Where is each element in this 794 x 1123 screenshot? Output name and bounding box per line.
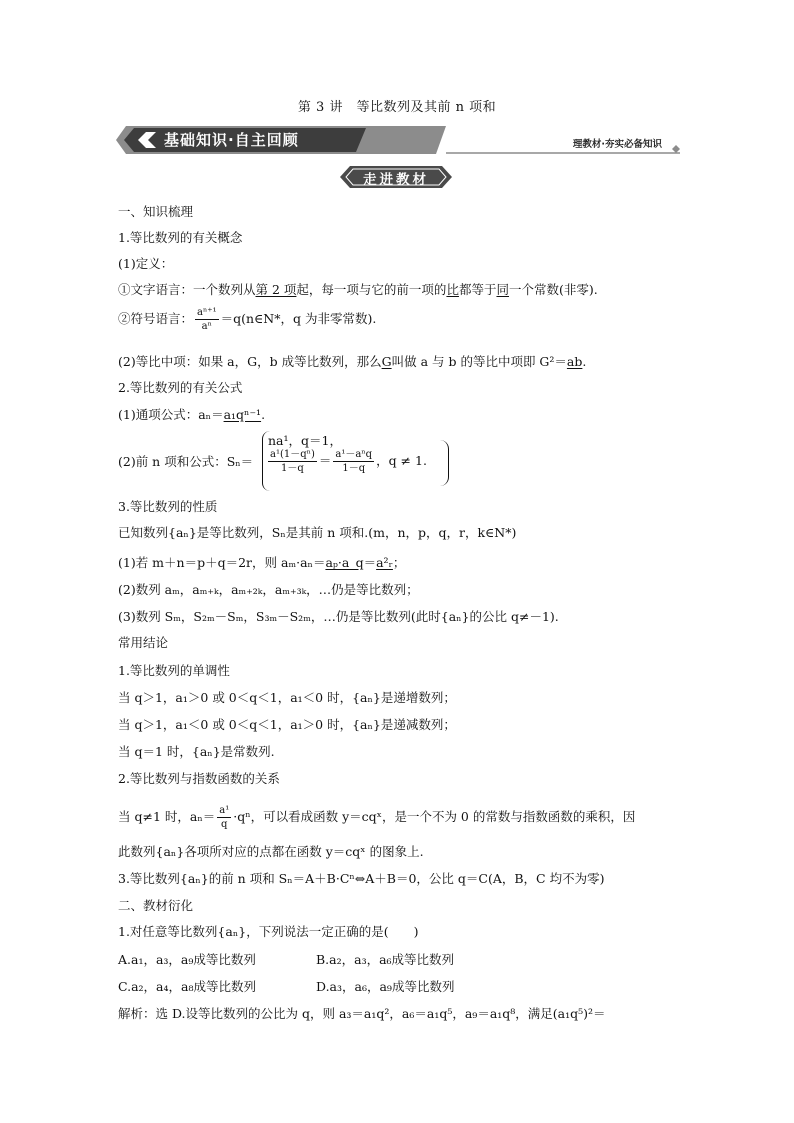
blank-general-term: a₁qⁿ⁻¹	[223, 407, 262, 422]
monotonicity-decreasing: 当 q＞1，a₁＜0 或 0＜q＜1，a₁＞0 时，{aₙ}是递减数列；	[118, 717, 456, 732]
right-paren	[440, 440, 449, 486]
option-a: A.a₁，a₃，a₉成等比数列	[118, 952, 256, 967]
option-c: C.a₂，a₄，a₈成等比数列	[118, 979, 256, 994]
lecture-title: 第 3 讲 等比数列及其前 n 项和	[297, 100, 497, 115]
geometric-mean: (2)等比中项：如果 a，G，b 成等比数列，那么G叫做 a 与 b 的等比中项即 G²＝ab.	[118, 354, 587, 369]
common-conclusions-heading: 常用结论	[118, 635, 169, 650]
option-b: B.a₂，a₃，a₆成等比数列	[316, 952, 455, 967]
badge-label: 走进教材	[363, 172, 429, 188]
blank-ab: ab	[566, 354, 583, 369]
section-badge	[340, 166, 452, 188]
property-3: (3)数列 Sₘ，S₂ₘ－Sₘ，S₃ₘ－S₂ₘ，…仍是等比数列(此时{aₙ}的公比 q≠－1).	[118, 609, 559, 624]
general-term-formula: (1)通项公式：aₙ＝a₁qⁿ⁻¹.	[118, 407, 266, 422]
exponential-line-1: 当 q≠1 时，aₙ＝ $\frac{\text{a¹}}{q}$ ·qⁿ，可以看成函数 y＝cqˣ，是一个不为 0 的常数与指数函数的乘积，因	[118, 805, 636, 830]
sum-case-1: na¹，q＝1，	[268, 433, 342, 448]
section-banner	[116, 124, 680, 156]
ratio-fraction: $\frac{\text{aⁿ⁺¹}}{\text{aⁿ}}$	[197, 307, 217, 332]
blank-ar2: a²ᵣ	[376, 555, 393, 570]
definition-label: (1)定义：	[118, 256, 174, 271]
exponential-line-2: 此数列{aₙ}各项所对应的点都在函数 y＝cqˣ 的图象上.	[118, 844, 424, 859]
monotonicity-constant: 当 q＝1 时，{aₙ}是常数列.	[118, 744, 275, 759]
sum-form-conclusion: 3.等比数列{aₙ}的前 n 项和 Sₙ＝A＋B·Cⁿ⇔A＋B＝0，公比 q＝C(A，B，C 均不为零)	[118, 871, 605, 886]
blank-apaq: aₚ·a_q	[325, 555, 364, 570]
heading-concepts: 1.等比数列的有关概念	[118, 230, 243, 245]
heading-properties: 3.等比数列的性质	[118, 499, 218, 514]
monotonicity-heading: 1.等比数列的单调性	[118, 663, 230, 678]
section-heading-1: 一、知识梳理	[118, 204, 194, 219]
option-d: D.a₃，a₆，a₉成等比数列	[316, 979, 455, 994]
heading-formulas: 2.等比数列的有关公式	[118, 380, 243, 395]
blank-same: 同	[496, 282, 509, 297]
banner-subtitle: 理教材·夯实必备知识	[572, 139, 662, 150]
blank-ratio: 比	[446, 282, 459, 297]
sum-formula-label: (2)前 n 项和公式：Sₙ＝	[118, 454, 254, 469]
section-heading-2: 二、教材衍化	[118, 898, 194, 913]
symbol-definition: ②符号语言： $\frac{\text{aⁿ⁺¹}}{\text{aⁿ}}$ ＝q(n∈N*，q 为非零常数).	[118, 307, 377, 332]
monotonicity-increasing: 当 q＞1，a₁＞0 或 0＜q＜1，a₁＜0 时，{aₙ}是递增数列；	[118, 690, 456, 705]
property-2: (2)数列 aₘ，aₘ₊ₖ，aₘ₊₂ₖ，aₘ₊₃ₖ，…仍是等比数列；	[118, 582, 419, 597]
solution-text: 解析：选 D.设等比数列的公比为 q，则 a₃＝a₁q²，a₆＝a₁q⁵，a₉＝a₁q⁸，满足(a₁q⁵)²＝	[118, 1006, 606, 1021]
sum-case-2: $\frac{\text{a¹(1－qⁿ)}}{1-q}$ ＝ $\frac{\text{a¹－aⁿq}}{1-q}$ ，q ≠ 1.	[270, 449, 427, 474]
banner-title: 基础知识·自主回顾	[164, 131, 299, 149]
properties-intro: 已知数列{aₙ}是等比数列，Sₙ是其前 n 项和.(m，n，p，q，r，k∈N*)	[118, 525, 517, 540]
question-1-stem: 1.对任意等比数列{aₙ}，下列说法一定正确的是( )	[118, 924, 419, 939]
exponential-heading: 2.等比数列与指数函数的关系	[118, 771, 280, 786]
word-definition: ①文字语言：一个数列从第 2 项起，每一项与它的前一项的比都等于同一个常数(非零).	[118, 282, 598, 297]
property-1: (1)若 m＋n＝p＋q＝2r，则 aₘ·aₙ＝aₚ·a_q＝a²ᵣ；	[118, 555, 406, 570]
blank-g: G	[381, 354, 392, 369]
blank-second-term: 第 2 项	[255, 282, 297, 297]
